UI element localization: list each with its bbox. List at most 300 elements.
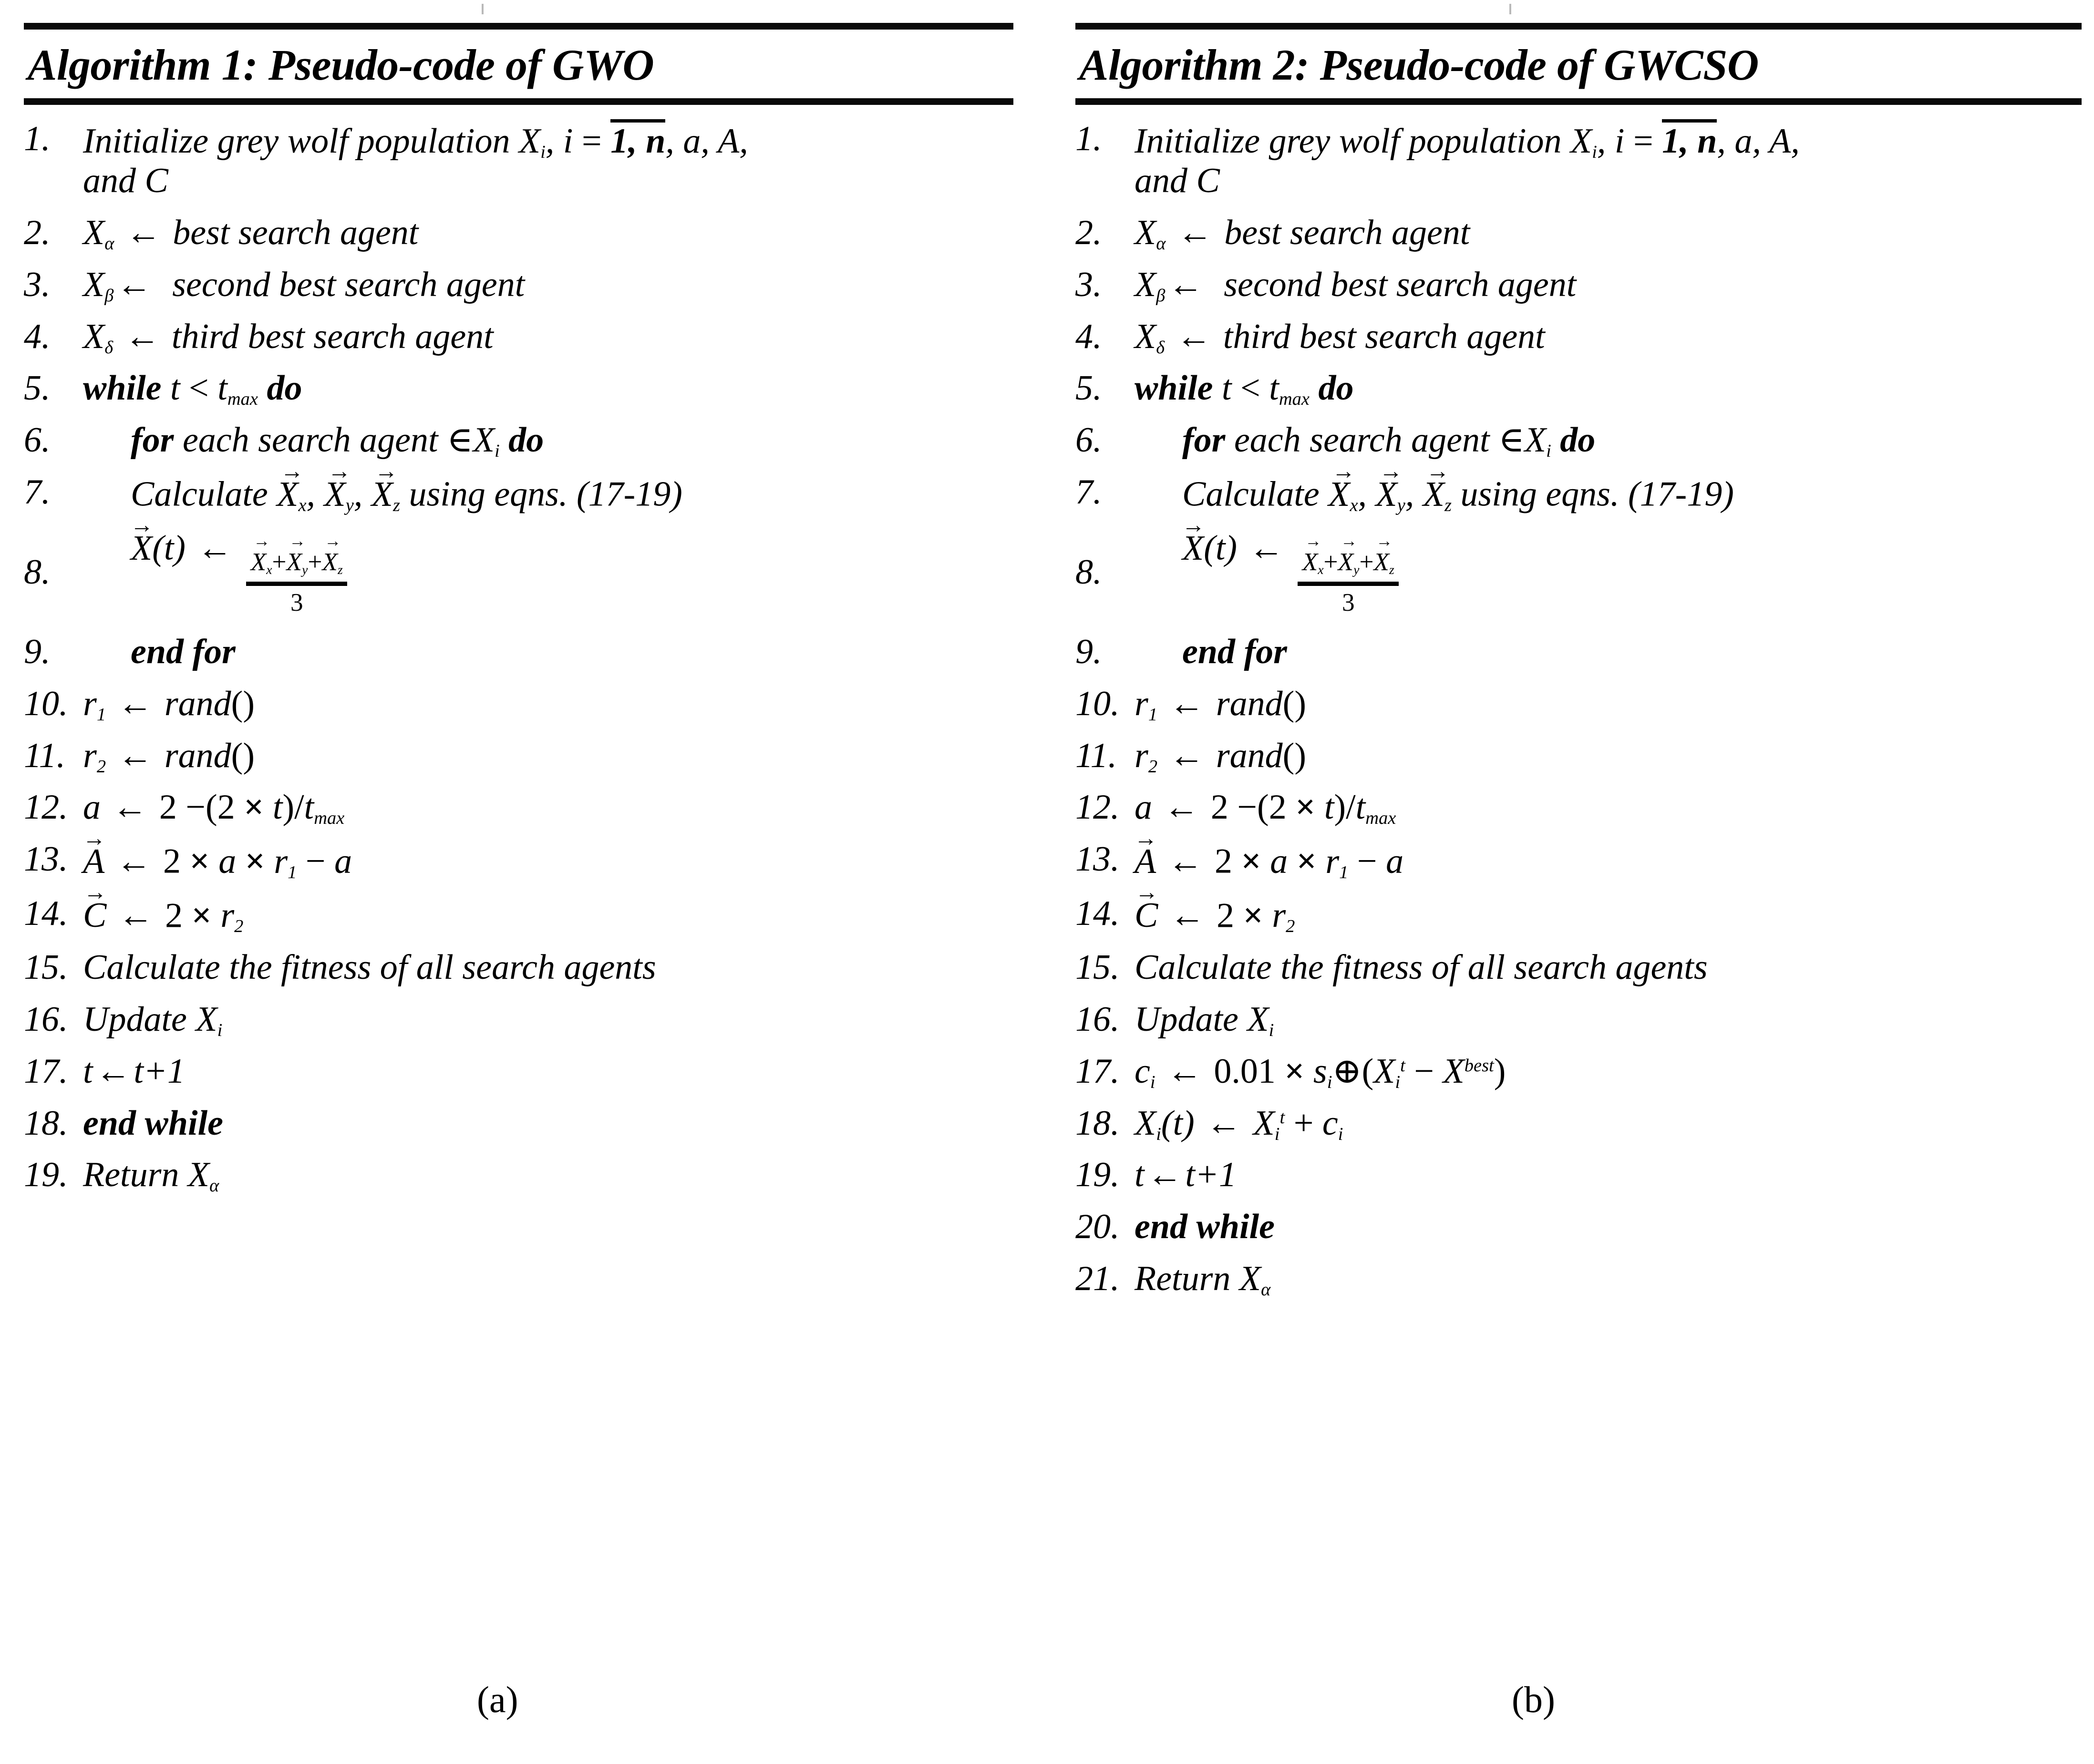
step-text	[1135, 317, 2082, 357]
assign-arrow-icon: ←	[1206, 1103, 1242, 1143]
constant-2: 2	[217, 788, 235, 827]
step-4	[24, 317, 1013, 357]
for-keyword: for	[1182, 420, 1226, 460]
tmax-symbol: $t_{max}$	[217, 369, 258, 410]
step-number: 15.	[1075, 947, 1120, 987]
algorithm-1-bottom-rule	[24, 98, 1013, 105]
page-tick-mark	[482, 4, 484, 14]
step-14	[24, 894, 1013, 935]
caption-a: (a)	[477, 1679, 518, 1720]
step-11	[1075, 736, 2082, 776]
minus-sign: −	[1357, 841, 1377, 881]
step-12	[24, 788, 1013, 827]
open-paren: (	[206, 788, 217, 827]
average-fraction	[246, 542, 347, 618]
times-sign: ×	[244, 788, 264, 827]
close-paren: )	[282, 788, 295, 827]
t-symbol: t	[1221, 369, 1232, 408]
assign-arrow-icon: ←	[1169, 684, 1205, 723]
step-2	[24, 213, 1013, 253]
s-i-symbol: $s_i$	[1313, 1051, 1332, 1092]
of-t: (t)	[152, 528, 186, 568]
comma: ,	[1597, 122, 1606, 161]
page-tick-mark	[1509, 4, 1511, 14]
step-number: 15.	[24, 947, 68, 987]
step-19	[1075, 1155, 2082, 1195]
step-text	[83, 788, 1013, 827]
assign-arrow-icon: ←	[1167, 841, 1203, 881]
assign-arrow-icon: ←	[197, 528, 233, 568]
algorithm-2-column	[1049, 0, 2094, 1311]
step-number: 2.	[1075, 213, 1102, 252]
step-17	[1075, 1052, 2082, 1091]
minus-sign: −	[305, 841, 326, 881]
step-11	[24, 736, 1013, 776]
average-fraction	[1298, 542, 1399, 618]
calculate-fitness-label: Calculate the fitness of all search agents	[1135, 947, 1708, 987]
element-of-icon: ∈	[447, 420, 473, 460]
assign-arrow-icon: ←	[116, 265, 152, 304]
step-text	[1135, 1259, 2082, 1299]
step-text	[83, 265, 1013, 305]
third-best-search-agent: third best search agent	[1223, 317, 1545, 356]
r2-symbol: $r_2$	[220, 896, 244, 936]
step-number: 10.	[1075, 684, 1120, 723]
step-number: 18.	[1075, 1103, 1120, 1143]
assign-arrow-icon: ←	[117, 684, 153, 723]
t-symbol: t	[272, 788, 283, 827]
r1-symbol: $r_1$	[83, 684, 106, 725]
times-sign: ×	[1296, 841, 1317, 881]
x-alpha-symbol: $X_\alpha$	[1239, 1259, 1271, 1300]
step-15	[1075, 948, 2082, 987]
init-tail: , a, A,	[1717, 122, 1800, 161]
step-number: 3.	[24, 265, 51, 304]
step-17	[24, 1052, 1013, 1091]
step-text	[1135, 526, 2082, 617]
algorithm-1-column	[0, 0, 1049, 1207]
step-number: 14.	[24, 893, 68, 933]
times-sign: ×	[189, 841, 210, 881]
step-number: 14.	[1075, 893, 1120, 933]
x-alpha-symbol: $X_\alpha$	[1135, 213, 1166, 254]
step-2	[1075, 213, 2082, 253]
step-18	[24, 1104, 1013, 1143]
x-i-t-symbol: $X_i^t$	[1373, 1051, 1405, 1092]
a-symbol: a	[83, 788, 101, 827]
x-i-t-symbol: $X_i^t$	[1253, 1103, 1285, 1144]
while-keyword: while	[1135, 369, 1213, 408]
constant-2: 2	[1215, 841, 1233, 881]
times-sign: ×	[191, 896, 212, 935]
step-text	[1135, 265, 2082, 305]
fraction-numerator	[1298, 542, 1399, 582]
constant-2: 2	[1269, 788, 1287, 827]
step-text	[83, 526, 1013, 617]
algorithm-2-top-rule	[1075, 23, 2082, 30]
step-4	[1075, 317, 2082, 357]
step-number: 18.	[24, 1103, 68, 1143]
plus-sign: +	[272, 548, 287, 576]
step-6	[1075, 420, 2082, 460]
step-text	[1135, 840, 2082, 881]
end-while-keyword: end while	[83, 1103, 223, 1143]
step-text	[83, 840, 1013, 881]
step-3	[1075, 265, 2082, 305]
comma: ,	[545, 122, 555, 161]
step-15	[24, 948, 1013, 987]
for-keyword: for	[131, 420, 174, 460]
times-sign: ×	[245, 841, 265, 881]
end-for-keyword: end for	[131, 632, 236, 671]
levy-coefficient: 0.01	[1214, 1051, 1276, 1091]
step-text	[83, 684, 1013, 724]
assign-arrow-icon: ←	[117, 736, 153, 775]
for-each-label: each search agent	[182, 420, 438, 460]
of-t: (t)	[1161, 1103, 1195, 1143]
step-number: 1.	[1075, 119, 1102, 158]
rand-call: rand()	[1216, 736, 1306, 775]
x-i-symbol: $X_i$	[196, 999, 223, 1040]
minus-sign: −	[1237, 788, 1258, 827]
t-symbol: t	[83, 1051, 93, 1091]
step-text	[83, 317, 1013, 357]
step-text	[1135, 1104, 2082, 1143]
end-while-keyword: end while	[1135, 1207, 1275, 1247]
x-alpha-symbol: $X_\alpha$	[187, 1155, 219, 1196]
step-number: 5.	[24, 369, 51, 408]
constant-2: 2	[159, 788, 177, 827]
step-number: 6.	[1075, 420, 1102, 460]
step-10	[24, 684, 1013, 724]
step-number: 11.	[24, 736, 66, 775]
step-number: 19.	[1075, 1155, 1120, 1195]
tmax-symbol: $t_{max}$	[304, 788, 345, 829]
do-keyword: do	[267, 369, 302, 408]
step-7	[1075, 472, 2082, 514]
step-number: 4.	[1075, 317, 1102, 356]
t-plus-one: t+1	[1185, 1155, 1237, 1195]
step-number: 8.	[24, 552, 51, 592]
x-z-vector: $X_z$ →	[1373, 542, 1394, 580]
step-number: 7.	[1075, 472, 1102, 512]
step-text	[83, 1052, 1013, 1091]
step-number: 4.	[24, 317, 51, 356]
algorithm-1-title: Algorithm 1: Pseudo-code of GWO	[28, 41, 654, 89]
step-text	[1135, 1155, 2082, 1195]
tmax-symbol: $t_{max}$	[1269, 369, 1310, 410]
assign-arrow-icon: ←	[1166, 1051, 1202, 1091]
slash: /	[294, 788, 304, 827]
index-i: i	[563, 122, 573, 161]
index-i: i	[1614, 122, 1625, 161]
plus-sign: +	[1359, 548, 1374, 576]
step-text	[1135, 1052, 2082, 1091]
a-symbol: a	[1135, 788, 1152, 827]
third-best-search-agent: third best search agent	[171, 317, 494, 356]
step-8	[1075, 526, 2082, 617]
times-sign: ×	[1295, 788, 1316, 827]
r1-symbol: $r_1$	[274, 841, 297, 882]
step-text	[1135, 119, 2082, 201]
and-c: and C	[1135, 161, 1220, 200]
t-symbol: t	[1135, 1155, 1145, 1195]
return-label: Return	[1135, 1259, 1231, 1299]
fraction-bar	[1298, 582, 1399, 586]
step-9	[24, 632, 1013, 672]
step-12	[1075, 788, 2082, 827]
x-i-symbol: $X_i$	[1135, 1103, 1161, 1144]
plus-sign: +	[1293, 1103, 1314, 1143]
population-symbol: $X_i$	[518, 122, 546, 162]
step-number: 12.	[1075, 788, 1120, 827]
step-text	[83, 119, 1013, 201]
x-y-vector: $X_y$ →	[1338, 542, 1360, 580]
algorithm-2-title: Algorithm 2: Pseudo-code of GWCSO	[1079, 41, 1759, 89]
assign-arrow-icon: ←	[1169, 896, 1205, 935]
step-number: 2.	[24, 213, 51, 252]
population-symbol: $X_i$	[1570, 122, 1597, 162]
and-c: and C	[83, 161, 168, 200]
step-number: 10.	[24, 684, 68, 723]
step-7	[24, 472, 1013, 514]
best-search-agent: best search agent	[1224, 213, 1470, 252]
step-number: 20.	[1075, 1207, 1120, 1247]
second-best-search-agent: second best search agent	[172, 265, 525, 304]
x-z-vector: $X_z$ →	[1423, 472, 1452, 514]
initialize-label: Initialize grey wolf population	[1135, 122, 1562, 161]
t-symbol: t	[170, 369, 180, 408]
step-20	[1075, 1207, 2082, 1247]
second-best-search-agent: second best search agent	[1224, 265, 1577, 304]
calculate-label: Calculate	[131, 474, 268, 514]
plus-sign: +	[1323, 548, 1338, 576]
assign-arrow-icon: ←	[1176, 317, 1212, 356]
a-symbol: a	[218, 841, 237, 881]
step-text: Calculate $X_x$ →, $X_y$ →, $X_z \to using$ eqns. (17-19)	[1135, 472, 2082, 514]
a-symbol: a	[1386, 841, 1404, 881]
end-for-keyword: end for	[1182, 632, 1287, 671]
x-i-symbol: $X_i$	[473, 420, 500, 462]
less-than-sign: <	[1240, 369, 1260, 408]
best-search-agent: best search agent	[173, 213, 419, 252]
update-label: Update	[83, 999, 187, 1039]
step-6	[24, 420, 1013, 460]
x-vector: X →	[1182, 526, 1204, 568]
minus-sign: −	[186, 788, 206, 827]
assign-arrow-icon: ←	[125, 213, 161, 252]
step-3	[24, 265, 1013, 305]
fraction-numerator	[246, 542, 347, 582]
x-y-vector: $X_y$ →	[1376, 472, 1405, 514]
algorithm-2-bottom-rule	[1075, 98, 2082, 105]
a-vector-symbol: A →	[1135, 840, 1156, 881]
x-x-vector: $X_x$ →	[277, 472, 306, 514]
assign-arrow-icon: ←	[1168, 265, 1204, 304]
step-1	[1075, 119, 2082, 201]
rand-call: rand()	[1216, 684, 1306, 723]
assign-arrow-icon: ←	[118, 896, 154, 935]
assign-arrow-icon: ←	[124, 317, 160, 356]
step-number: 13.	[1075, 840, 1120, 879]
x-delta-symbol: $X_\delta$	[83, 317, 113, 358]
step-number: 16.	[24, 999, 68, 1039]
step-18	[1075, 1104, 2082, 1143]
step-14	[1075, 894, 2082, 935]
step-number: 7.	[24, 472, 51, 512]
step-text	[1135, 894, 2082, 935]
step-number: 13.	[24, 840, 68, 879]
do-keyword: do	[508, 420, 544, 460]
x-x-vector: $X_x$ →	[1302, 542, 1324, 580]
x-x-vector: $X_x$ →	[251, 542, 272, 580]
of-t: (t)	[1204, 528, 1238, 568]
fraction-denominator: 3	[290, 588, 303, 616]
r2-symbol: $r_2$	[1135, 736, 1158, 777]
assign-arrow-icon: ←	[116, 841, 152, 881]
fraction-denominator: 3	[1341, 588, 1355, 616]
step-number: 16.	[1075, 999, 1120, 1039]
constant-2: 2	[165, 896, 183, 935]
while-keyword: while	[83, 369, 162, 408]
step-number: 9.	[1075, 632, 1102, 671]
step-number: 17.	[1075, 1051, 1120, 1091]
assign-arrow-icon: ←	[1169, 736, 1205, 775]
algorithm-2-steps	[1075, 105, 2082, 1299]
step-21	[1075, 1259, 2082, 1299]
x-y-vector: $X_y$ →	[287, 542, 308, 580]
step-number: 9.	[24, 632, 51, 671]
c-i-symbol: $c_i$	[1135, 1051, 1155, 1092]
using-eqns-label: using eqns. (17-19)	[409, 474, 682, 514]
step-5	[24, 369, 1013, 408]
assign-arrow-icon: ←	[1147, 1155, 1183, 1195]
r1-symbol: $r_1$	[1325, 841, 1349, 882]
algorithm-1-top-rule	[24, 23, 1013, 30]
times-sign: ×	[1243, 896, 1263, 935]
x-x-vector: $X_x$ →	[1328, 472, 1358, 514]
index-range: 1, n	[610, 119, 665, 159]
step-text	[1135, 684, 2082, 724]
index-range: 1, n	[1662, 119, 1717, 159]
a-symbol: a	[1270, 841, 1288, 881]
step-text	[83, 1000, 1013, 1039]
element-of-icon: ∈	[1498, 420, 1525, 460]
open-paren: (	[1257, 788, 1269, 827]
x-vector: X →	[131, 526, 152, 568]
slash: /	[1346, 788, 1356, 827]
t-symbol: t	[1324, 788, 1334, 827]
subfigure-captions	[0, 1678, 2094, 1745]
do-keyword: do	[1318, 369, 1354, 408]
step-9	[1075, 632, 2082, 672]
x-z-vector: $X_z$ →	[322, 542, 342, 580]
r2-symbol: $r_2$	[83, 736, 106, 777]
step-text	[1135, 788, 2082, 827]
constant-2: 2	[1210, 788, 1228, 827]
initialize-label: Initialize grey wolf population	[83, 122, 510, 161]
r2-symbol: $r_2$	[1272, 896, 1295, 936]
fraction-bar	[246, 582, 347, 586]
step-number: 11.	[1075, 736, 1117, 775]
step-number: 19.	[24, 1155, 68, 1195]
open-paren: (	[1362, 1051, 1374, 1091]
plus-sign: +	[308, 548, 322, 576]
assign-arrow-icon: ←	[95, 1051, 131, 1091]
step-text	[1135, 736, 2082, 776]
step-number: 21.	[1075, 1259, 1120, 1299]
for-each-label: each search agent	[1234, 420, 1490, 460]
algorithm-1-steps	[24, 105, 1013, 1195]
x-best-symbol: $X^{best}$	[1443, 1051, 1494, 1091]
step-13	[24, 840, 1013, 881]
assign-arrow-icon: ←	[1177, 213, 1213, 252]
step-text: Calculate $X_x$ →, $X_y$ →, $X_z \to using$ eqns. (17-19)	[83, 472, 1013, 514]
x-delta-symbol: $X_\delta$	[1135, 317, 1165, 358]
rand-call: rand()	[164, 684, 255, 723]
step-16	[1075, 1000, 2082, 1039]
step-number: 12.	[24, 788, 68, 827]
constant-2: 2	[1217, 896, 1235, 935]
step-text	[83, 213, 1013, 253]
a-vector-symbol: A →	[83, 840, 104, 881]
assign-arrow-icon: ←	[112, 788, 148, 827]
do-keyword: do	[1560, 420, 1596, 460]
caption-b: (b)	[1512, 1679, 1555, 1720]
return-label: Return	[83, 1155, 179, 1195]
r1-symbol: $r_1$	[1135, 684, 1158, 725]
x-i-symbol: $X_i$	[1524, 420, 1551, 462]
times-sign: ×	[1284, 1051, 1305, 1091]
calculate-label: Calculate	[1182, 474, 1320, 514]
step-text	[1135, 213, 2082, 253]
rand-call: rand()	[164, 736, 255, 775]
step-number: 6.	[24, 420, 51, 460]
c-i-symbol: $c_i$	[1322, 1103, 1343, 1144]
a-symbol: a	[334, 841, 352, 881]
x-beta-symbol: $X_\beta$	[1135, 265, 1166, 306]
step-8	[24, 526, 1013, 617]
c-vector-symbol: C →	[1135, 894, 1158, 935]
x-i-symbol: $X_i$	[1247, 999, 1274, 1040]
step-text	[1135, 1000, 2082, 1039]
update-label: Update	[1135, 999, 1238, 1039]
step-text	[1135, 420, 2082, 460]
init-tail: , a, A,	[665, 122, 748, 161]
x-beta-symbol: $X_\beta$	[83, 265, 114, 306]
step-1	[24, 119, 1013, 201]
less-than-sign: <	[189, 369, 209, 408]
xor-icon: ⊕	[1332, 1051, 1362, 1091]
equals-sign: =	[581, 122, 602, 161]
step-text	[83, 736, 1013, 776]
times-sign: ×	[1241, 841, 1261, 881]
step-5	[1075, 369, 2082, 408]
t-plus-one: t+1	[134, 1051, 185, 1091]
assign-arrow-icon: ←	[1248, 528, 1284, 568]
x-y-vector: $X_y$ →	[324, 472, 354, 514]
step-text	[83, 1155, 1013, 1195]
step-text	[83, 420, 1013, 460]
step-16	[24, 1000, 1013, 1039]
step-number: 1.	[24, 119, 51, 158]
x-alpha-symbol: $X_\alpha$	[83, 213, 114, 254]
using-eqns-label: using eqns. (17-19)	[1460, 474, 1734, 514]
c-vector-symbol: C →	[83, 894, 106, 935]
close-paren: )	[1494, 1051, 1506, 1091]
tmax-symbol: $t_{max}$	[1355, 788, 1396, 829]
step-text	[83, 894, 1013, 935]
